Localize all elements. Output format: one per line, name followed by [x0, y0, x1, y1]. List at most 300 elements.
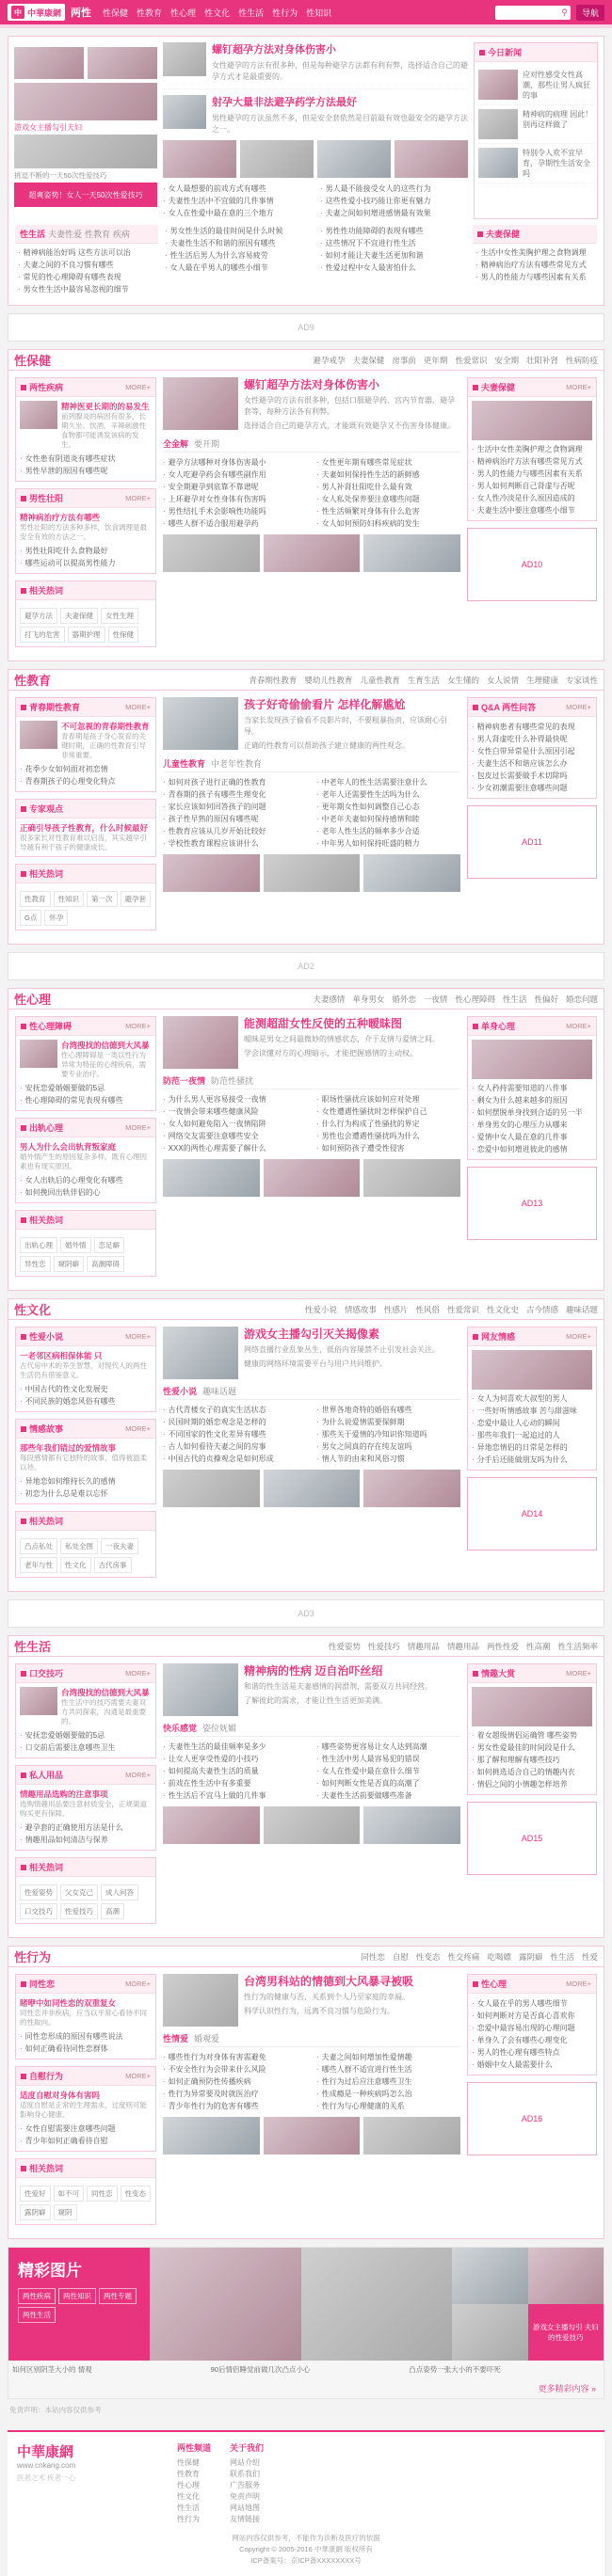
section-link[interactable]: 婚外恋 — [392, 994, 416, 1004]
tab-0[interactable]: 性情爱 — [163, 2034, 189, 2043]
list-item[interactable]: · 男人补肾壮阳吃什么最有效 — [316, 481, 460, 493]
list-item[interactable]: · 少女初潮需要注意哪些问题 — [472, 782, 592, 794]
section-link[interactable]: 性爱姿势 — [328, 1641, 361, 1651]
list-item[interactable]: · 学校性教育课程应该讲什么 — [163, 837, 307, 850]
more-link[interactable]: MORE+ — [125, 1123, 151, 1132]
list-item[interactable]: · 包皮过长需要做手术切除吗 — [472, 770, 592, 782]
list-item[interactable]: · 这些性爱小技巧能让你更有魅力 — [320, 195, 468, 207]
hero-left-banner-3[interactable]: 超爽姿势！女人一天50次性爱技巧 — [14, 183, 157, 207]
list-item[interactable]: · 女人吃避孕药会有哪些副作用 — [163, 469, 307, 481]
section-links[interactable] — [249, 675, 598, 686]
list-item[interactable]: · 男人的性心理有哪些特点 — [472, 2046, 592, 2059]
lead-item[interactable] — [20, 1040, 152, 1079]
lead-title[interactable]: 正确引导孩子性教育，什么时候最好 — [20, 823, 149, 833]
list-item[interactable]: · 哪些人群不适宜进行性生活 — [316, 2063, 460, 2075]
gallery-image-4[interactable] — [528, 2248, 604, 2304]
list-item[interactable]: · 家长应该如何回答孩子的问题 — [163, 801, 307, 813]
list-item[interactable]: · 口交前后需要注意哪些卫生 — [20, 1741, 152, 1754]
list-item[interactable]: · 女性白带异常是什么原因引起 — [472, 745, 592, 757]
section-link[interactable]: 趣味话题 — [565, 1304, 598, 1314]
nav-menu-button[interactable]: 导航 — [576, 5, 604, 21]
tag[interactable]: 窥阴癖 — [54, 1256, 85, 1272]
list-item[interactable]: · 性行为与心理健康的关系 — [316, 2100, 460, 2112]
list-item[interactable]: · 着女超级情侣运确管 哪些姿势 — [472, 1729, 592, 1741]
section-link[interactable]: 古今情感 — [525, 1304, 558, 1314]
list-item[interactable]: · 男性结扎手术会影响性功能吗 — [163, 505, 307, 517]
list-item[interactable]: · 情侣之间的小情趣怎样培养 — [472, 1778, 592, 1790]
list-item[interactable]: · 生活中女性美胸护理之食物调理 — [472, 443, 592, 455]
list-item[interactable]: · 民国时期的婚恋观念是怎样的 — [163, 1416, 307, 1428]
gallery-image-3[interactable] — [452, 2248, 527, 2304]
hero-strip-1[interactable] — [163, 140, 236, 178]
top-nav[interactable] — [103, 7, 331, 19]
section-link[interactable]: 性风俗 — [415, 1304, 440, 1314]
hero-strip-4[interactable] — [395, 140, 468, 178]
list-item[interactable]: · 女人最在乎男人的哪些小细节 — [165, 262, 311, 274]
footer-link[interactable]: 性保健 — [177, 2458, 200, 2467]
list-item[interactable]: · 避孕方法哪种对身体伤害最小 — [163, 456, 307, 469]
ad-banner-mid-2[interactable]: AD3 — [8, 1599, 604, 1628]
list-item[interactable]: · 安抚恋爱婚姻要做的5忌 — [20, 1729, 152, 1741]
section-link[interactable]: 更年期 — [423, 355, 448, 365]
section-links[interactable] — [313, 355, 598, 366]
tab-0[interactable]: 儿童性教育 — [163, 759, 206, 769]
strip-img-3[interactable] — [363, 1159, 460, 1197]
strip-img-1[interactable] — [163, 854, 260, 892]
list-item[interactable]: · 世界各地奇特的婚俗有哪些 — [316, 1404, 460, 1416]
tag[interactable]: 异性恋 — [20, 1256, 51, 1272]
list-item[interactable]: · 花季少女如何面对初恋情 — [20, 763, 152, 775]
more-link[interactable]: MORE+ — [566, 383, 591, 391]
list-item[interactable]: · 青春期的孩子有哪些生理变化 — [163, 788, 307, 801]
section-link[interactable]: 性病防疫 — [565, 355, 598, 365]
list-item[interactable]: · 性教育应该从几岁开始比较好 — [163, 825, 307, 837]
tag[interactable]: 女性生理 — [101, 608, 138, 624]
list-item[interactable]: · 不同国家的性文化差异有哪些 — [163, 1428, 307, 1440]
list-item[interactable]: · 中年男人如何保持旺盛的精力 — [316, 837, 460, 850]
list-item[interactable]: · 夫妻之间如何增进感情最有效果 — [320, 207, 468, 219]
list-item[interactable]: · 如何预防孩子遭受性侵害 — [316, 1142, 460, 1154]
gallery-tag[interactable]: 两性知识 — [58, 2288, 96, 2304]
list-item[interactable]: · 夫妻生活中要注意哪些小细节 — [472, 504, 592, 517]
list-item[interactable]: · 异地恋如何维持长久的感情 — [20, 1475, 152, 1487]
section-link[interactable]: 生理健康 — [525, 675, 558, 685]
list-item[interactable]: · 生活中女性美胸护理之食物调理 — [475, 246, 594, 259]
nav-item-6[interactable]: 性知识 — [306, 8, 332, 18]
footer-link[interactable]: 联系我们 — [230, 2470, 261, 2478]
ad-box-11[interactable]: AD11 — [467, 805, 597, 879]
list-item[interactable]: · 精神病能治好吗 这些方法可以治 — [18, 246, 155, 259]
ad-box-16[interactable]: AD16 — [467, 2082, 597, 2155]
list-item[interactable]: · 精神病治疗方法有哪些常见方式 — [475, 259, 594, 271]
tag[interactable]: 性爱好 — [20, 2186, 51, 2202]
list-item[interactable] — [478, 105, 593, 144]
nav-item-2[interactable]: 性心理 — [170, 8, 197, 18]
lead-item[interactable] — [20, 721, 152, 760]
main-tabs[interactable] — [163, 1074, 460, 1089]
main-tabs[interactable] — [163, 437, 460, 453]
tag[interactable]: 器期护理 — [68, 627, 105, 643]
tag[interactable]: 出轨心理 — [20, 1237, 57, 1253]
more-link[interactable]: MORE+ — [125, 494, 151, 502]
hero-main-title[interactable]: 螺钉超孕方法对身体伤害小 — [212, 44, 336, 56]
list-item[interactable]: · 男性早泄的原因有哪些呢 — [20, 465, 152, 477]
strip-img-3[interactable] — [363, 1806, 460, 1844]
section-link[interactable]: 一夜情 — [423, 994, 448, 1004]
lead-title[interactable]: 精神病治疗方法有哪些 — [20, 513, 101, 522]
list-item[interactable]: · 精神病患者有哪些常见的表现 — [472, 721, 592, 733]
list-item[interactable]: · 老年人性生活的频率多少合适 — [316, 825, 460, 837]
list-item[interactable]: · 如何摆脱单身找到合适的另一半 — [472, 1106, 592, 1119]
list-item[interactable]: · 男人的性能力与哪些因素有关系 — [475, 271, 594, 283]
section-link[interactable]: 性心理障碍 — [455, 994, 495, 1004]
tag[interactable]: G点 — [20, 910, 41, 926]
tag[interactable]: 避孕套 — [121, 891, 152, 907]
feature-title[interactable]: 精神病的性病 迈自治吓丝绍 — [244, 1664, 383, 1678]
nav-item-3[interactable]: 性文化 — [204, 8, 231, 18]
footer-link[interactable]: 性心理 — [177, 2481, 200, 2489]
nav-item-4[interactable]: 性生活 — [238, 8, 265, 18]
list-item[interactable]: · 女性自慰需要注意哪些问题 — [20, 2123, 152, 2135]
strip-img-1[interactable] — [163, 1159, 260, 1197]
ad-banner-9[interactable]: AD9 — [8, 313, 604, 342]
right-box-image[interactable] — [472, 1350, 592, 1390]
list-item[interactable]: · 恋爱中最容易出现的心理问题 — [472, 2022, 592, 2034]
gallery-tag[interactable]: 两性生活 — [18, 2307, 56, 2323]
right-box-image[interactable] — [472, 401, 592, 440]
gallery-tag[interactable]: 两性疾病 — [18, 2288, 56, 2304]
list-item[interactable]: · 那了解和理解有哪些技巧 — [472, 1754, 592, 1766]
list-item[interactable]: · 中老年夫妻如何保持感情和睦 — [316, 813, 460, 825]
section-link[interactable]: 夫妻保健 — [352, 355, 385, 365]
more-link[interactable]: MORE+ — [125, 2072, 151, 2080]
section-link[interactable]: 性爱 — [581, 1951, 598, 1962]
strip-img-2[interactable] — [264, 1159, 361, 1197]
list-item[interactable]: · 性行为过后应注意哪些卫生 — [316, 2075, 460, 2088]
list-item[interactable]: · 女性遭遇性骚扰时怎样保护自己 — [316, 1105, 460, 1118]
hero-thumb-b[interactable] — [88, 47, 157, 79]
list-item[interactable]: · 男人肾虚吃什么补得最快呢 — [472, 733, 592, 745]
list-item[interactable]: · 夫妻性生活中不宜做的几件事情 — [163, 195, 311, 207]
lead-title[interactable]: 那些年我们错过的爱情故事 — [20, 1443, 117, 1453]
lead-item[interactable] — [20, 401, 152, 450]
tag[interactable]: 性爱技巧 — [60, 1903, 98, 1919]
hero-feature-1-thumb[interactable] — [163, 42, 206, 76]
more-link[interactable]: MORE+ — [125, 703, 151, 711]
section-link[interactable]: 婚恋问题 — [565, 994, 598, 1004]
list-item[interactable]: · 如何判断对方是否真心喜欢你 — [472, 2010, 592, 2022]
main-tabs[interactable] — [163, 2032, 460, 2047]
list-item[interactable]: · 夫妻性生活不和谐的原因有哪些 — [165, 237, 311, 249]
section-link[interactable]: 情趣用品 — [446, 1641, 479, 1651]
main-tabs[interactable] — [163, 1722, 460, 1737]
main-feature-thumb[interactable] — [163, 1974, 238, 2027]
list-item[interactable]: · 夫妻生活不和谐应该怎么办 — [472, 757, 592, 770]
tag[interactable]: 高潮障碍 — [87, 1256, 124, 1272]
main-feature-thumb[interactable] — [163, 377, 238, 430]
tag[interactable]: 夫妻保健 — [60, 608, 98, 624]
section-link[interactable]: 露阴癖 — [518, 1951, 543, 1962]
tab-1[interactable]: 姿位妩媚 — [202, 1724, 237, 1733]
list-item[interactable]: · 女人最想要的前戏方式有哪些 — [163, 183, 311, 195]
feature-title[interactable]: 能测超甜女性反使的五种暧昧图 — [244, 1017, 403, 1030]
tag[interactable]: 如不可 — [54, 2186, 85, 2202]
list-item[interactable]: · 为什么男人更容易接受一夜情 — [163, 1093, 307, 1105]
list-item[interactable]: · 男人如何判断自己肾虚与否呢 — [472, 480, 592, 492]
tag[interactable]: 性保健 — [108, 627, 139, 643]
section-link[interactable]: 性生活频率 — [557, 1641, 598, 1651]
list-item[interactable]: · 女人私处保养要注意哪些问题 — [316, 493, 460, 505]
strip-img-2[interactable] — [264, 2117, 361, 2155]
list-item[interactable]: · 性行为异常要及时就医治疗 — [163, 2088, 307, 2100]
more-link[interactable]: MORE+ — [125, 383, 151, 391]
section-link[interactable]: 生育生活 — [407, 675, 440, 685]
list-item[interactable]: · 如何对孩子进行正确的性教育 — [163, 776, 307, 788]
section-link[interactable]: 性感片 — [383, 1304, 409, 1314]
main-feature-thumb[interactable] — [163, 1016, 238, 1069]
tab-1[interactable]: 夫妻性爱 — [48, 230, 83, 239]
list-item[interactable]: · 性生活后不宜马上做的几件事 — [163, 1789, 307, 1802]
list-item[interactable]: · 青少年性行为的危害有哪些 — [163, 2100, 307, 2112]
section-links[interactable] — [313, 994, 598, 1005]
list-item[interactable]: · 这些情况下不宜进行性生活 — [320, 237, 466, 249]
hero-left-banner-1[interactable] — [14, 83, 157, 120]
list-item[interactable]: · 女人性冷淡是什么原因造成的 — [472, 492, 592, 504]
footer-link[interactable]: 性教育 — [177, 2470, 200, 2478]
tag[interactable]: 怀孕 — [44, 910, 68, 926]
list-item[interactable]: · 如何正确看待同性恋群体 — [20, 2043, 152, 2055]
list-item[interactable]: · 夫妻之间如何增加性爱情趣 — [316, 2051, 460, 2063]
list-item[interactable]: · 常见的性心理障碍有哪些表现 — [18, 271, 155, 283]
main-feature-thumb[interactable] — [163, 1327, 238, 1379]
list-item[interactable]: · 分手后还能做朋友吗为什么 — [472, 1454, 592, 1466]
nav-item-0[interactable]: 性保健 — [103, 8, 129, 18]
gallery-caption-left[interactable]: 如何区别阴茎大小的 情观 — [12, 2365, 92, 2374]
tab-1[interactable]: 要开期 — [194, 439, 220, 449]
section-link[interactable]: 性交疼痛 — [447, 1951, 480, 1962]
ad-box-10[interactable]: AD10 — [467, 528, 597, 601]
tag[interactable]: 性变态 — [121, 2186, 152, 2202]
tag[interactable]: 窥阴 — [54, 2204, 77, 2220]
hero-thumb-a[interactable] — [14, 47, 84, 79]
list-item[interactable]: · 性生活后男人为什么容易疲劳 — [165, 249, 311, 262]
section-link[interactable]: 避孕戒孕 — [313, 355, 346, 365]
list-item[interactable]: · 性爱过程中女人最害怕什么 — [320, 262, 466, 274]
tab-0[interactable]: 防范一夜情 — [163, 1076, 206, 1086]
lead-title[interactable]: 男人为什么会出轨背叛家庭 — [20, 1142, 117, 1152]
lead-title[interactable]: 情趣用品选购的注意事项 — [20, 1789, 108, 1799]
list-item[interactable]: · 如何挽回出轨伴侣的心 — [20, 1186, 152, 1199]
section-link[interactable]: 性爱常识 — [455, 355, 488, 365]
list-item[interactable]: · 性生活中男人最容易犯的错误 — [316, 1753, 460, 1765]
footer-link[interactable]: 性生活 — [177, 2504, 200, 2512]
list-item[interactable]: · XXX的两性心理需要了解什么 — [163, 1142, 307, 1154]
list-item[interactable]: · 男女之间真的存在纯友谊吗 — [316, 1440, 460, 1453]
strip-img-2[interactable] — [264, 1806, 361, 1844]
feature-title[interactable]: 游戏女主播勾引灭关揭像素 — [244, 1328, 380, 1341]
list-item[interactable]: · 女人为何喜欢大叔型的男人 — [472, 1392, 592, 1405]
list-item[interactable]: · 哪些姿势更容易让女人达到高潮 — [316, 1741, 460, 1753]
list-item[interactable]: · 女性患有阴道炎有哪些症状 — [20, 453, 152, 465]
list-item[interactable]: · 如何才能让夫妻生活更加和谐 — [320, 249, 466, 262]
tab-1[interactable]: 趣味话题 — [202, 1387, 237, 1396]
list-item[interactable]: · 为什么说爱情需要保鲜期 — [316, 1416, 460, 1428]
section-link[interactable]: 安全期 — [494, 355, 519, 365]
section-link[interactable]: 性爱技巧 — [367, 1641, 400, 1651]
list-item[interactable]: · 情人节的由来和风俗习惯 — [316, 1453, 460, 1465]
lead-title[interactable]: 睹咿中如同性恋的双重复女 — [20, 1998, 117, 2008]
tag[interactable]: 高潮 — [101, 1903, 124, 1919]
hero-strip-3[interactable] — [317, 140, 391, 178]
strip-img-1[interactable] — [163, 2117, 260, 2155]
list-item[interactable]: · 职场性骚扰应该如何应对处理 — [316, 1093, 460, 1105]
section-link[interactable]: 两性性爱 — [486, 1641, 519, 1651]
list-item[interactable]: · 古代青楼女子的真实生活状态 — [163, 1404, 307, 1416]
list-item[interactable]: · 避孕套的正确使用方法是什么 — [20, 1821, 152, 1834]
list-item[interactable]: · 哪些运动可以提高男性能力 — [20, 557, 152, 569]
section-link[interactable]: 性高潮 — [525, 1641, 551, 1651]
list-item[interactable]: · 前戏在性生活中有多重要 — [163, 1777, 307, 1789]
strip-img-3[interactable] — [363, 854, 460, 892]
list-item[interactable]: · 恋爱中最让人心动的瞬间 — [472, 1417, 592, 1429]
tab-0[interactable]: 性生活 — [20, 230, 46, 239]
tab-1[interactable]: 婚观爱 — [194, 2034, 220, 2043]
site-logo[interactable] — [8, 4, 65, 21]
footer-link[interactable]: 友情链接 — [230, 2515, 261, 2523]
nav-item-5[interactable]: 性行为 — [272, 8, 298, 18]
list-item[interactable]: · 安抚恋爱婚姻要做的5忌 — [20, 1082, 152, 1094]
right-box-image[interactable] — [472, 1040, 592, 1079]
footer-link[interactable]: 网站介绍 — [230, 2458, 261, 2467]
right-box-image[interactable] — [472, 1687, 592, 1726]
list-item[interactable]: · 哪些人群不适合服用避孕药 — [163, 517, 307, 530]
section-link[interactable]: 壮阳补肾 — [525, 355, 558, 365]
footer-link[interactable]: 网站地图 — [230, 2504, 261, 2512]
tab-0[interactable]: 全金解 — [163, 439, 189, 449]
list-item[interactable]: · 单身男女的心理压力从哪来 — [472, 1119, 592, 1131]
tab-1[interactable]: 防范性骚扰 — [211, 1076, 254, 1086]
footer-link[interactable]: 性文化 — [177, 2492, 200, 2501]
section-link[interactable]: 性变态 — [415, 1951, 441, 1962]
list-item[interactable]: · 性心理障碍的常见表现有哪些 — [20, 1094, 152, 1106]
search-input[interactable] — [495, 6, 571, 20]
list-item[interactable]: · 男女性爱最佳的时间段是什么 — [472, 1741, 592, 1754]
list-item[interactable]: · 一些好听情感故事 苦与甜滋味 — [472, 1405, 592, 1417]
main-feature-thumb[interactable] — [163, 697, 238, 750]
tag[interactable]: 第一次 — [87, 891, 118, 907]
section-link[interactable]: 青春期性教育 — [249, 675, 298, 685]
hero-second-title[interactable]: 射孕大量非法避孕药学方法最好 — [212, 97, 357, 108]
list-item[interactable]: · 男性也会遭遇性骚扰吗为什么 — [316, 1130, 460, 1142]
list-item[interactable]: · 男女性生活中最容易忽视的细节 — [18, 283, 155, 295]
section-links[interactable] — [305, 1304, 598, 1315]
list-item[interactable]: · 青少年如何正确看待自慰 — [20, 2135, 152, 2147]
tag[interactable]: 避孕方法 — [20, 608, 57, 624]
section-link[interactable]: 性文化史 — [486, 1304, 519, 1314]
strip-img-3[interactable] — [363, 2117, 460, 2155]
list-item[interactable]: · 男人的性能力与哪些因素有关系 — [472, 468, 592, 480]
gallery-caption-right[interactable]: 凸点姿势一张大小的不要吓死 — [409, 2365, 501, 2374]
list-item[interactable]: · 女人如何避免陷入一夜情陷阱 — [163, 1118, 307, 1130]
list-item[interactable]: · 恋爱中如何增进彼此的感情 — [472, 1143, 592, 1155]
section-links[interactable] — [361, 1951, 598, 1963]
section-link[interactable]: 女生懂的 — [446, 675, 479, 685]
list-item[interactable]: · 单身久了会有哪些心理变化 — [472, 2034, 592, 2046]
list-item[interactable]: · 婚姻中女人最需要什么 — [472, 2059, 592, 2071]
gallery-more-link[interactable]: 更多精彩内容 » — [538, 2384, 596, 2393]
section-link[interactable]: 性爱小说 — [304, 1304, 337, 1314]
strip-img-2[interactable] — [264, 534, 361, 572]
strip-img-2[interactable] — [264, 854, 361, 892]
list-item[interactable]: · 初恋为什么总是难以忘怀 — [20, 1487, 152, 1500]
section-link[interactable]: 单身男女 — [352, 994, 385, 1004]
footer-link[interactable]: 广告服务 — [230, 2481, 261, 2489]
more-link[interactable]: MORE+ — [125, 1669, 151, 1678]
list-item[interactable]: · 男女性生活的最佳时间是什么时候 — [165, 225, 311, 237]
list-item[interactable]: · 更年期女性如何调整自己心态 — [316, 801, 460, 813]
section-link[interactable]: 性偏好 — [534, 994, 558, 1004]
more-link[interactable]: MORE+ — [566, 1669, 591, 1678]
hero-feature-2-thumb[interactable] — [163, 95, 206, 129]
main-tabs[interactable] — [163, 1385, 460, 1400]
list-item[interactable]: · 同性恋形成的原因有哪些说法 — [20, 2030, 152, 2043]
tag[interactable]: 露阴癖 — [20, 2204, 51, 2220]
more-link[interactable]: MORE+ — [566, 1980, 591, 1988]
list-item[interactable]: · 男性性功能障碍的表现有哪些 — [320, 225, 466, 237]
ad-box-13[interactable]: AD13 — [467, 1167, 597, 1240]
list-item[interactable]: · 如何正确预防性传播疾病 — [163, 2075, 307, 2088]
more-link[interactable]: MORE+ — [566, 703, 591, 711]
tag[interactable]: 口交技巧 — [20, 1903, 57, 1919]
tag[interactable]: 性教育 — [20, 891, 51, 907]
tab-2[interactable]: 性教育 — [85, 230, 111, 239]
tag[interactable]: 恋足癖 — [94, 1237, 125, 1253]
list-item[interactable]: · 古人如何看待夫妻之间的房事 — [163, 1440, 307, 1453]
list-item[interactable]: · 性成瘾是一种疾病吗怎么治 — [316, 2088, 460, 2100]
section-link[interactable]: 同性恋 — [361, 1951, 385, 1962]
list-item[interactable]: · 情趣用品如何清洁与保养 — [20, 1834, 152, 1846]
search-icon[interactable]: ⚲ — [561, 7, 568, 17]
list-item[interactable]: · 那些关于爱情的冷知识你知道吗 — [316, 1428, 460, 1440]
main-feature-thumb[interactable] — [163, 1663, 238, 1716]
list-item[interactable]: · 女人最在乎的男人哪些细节 — [472, 1997, 592, 2010]
lead-title[interactable]: 一老邻区病相保体能 只 — [20, 1351, 103, 1360]
strip-img-1[interactable] — [163, 534, 260, 572]
list-item[interactable]: · 夫妻之间的不良习惯有哪些 — [18, 259, 155, 271]
strip-img-1[interactable] — [163, 1806, 260, 1844]
list-item[interactable]: · 夫妻性生活的最佳频率是多少 — [163, 1741, 307, 1753]
list-item[interactable]: · 孩子性早熟的原因有哪些呢 — [163, 813, 307, 825]
tab-3[interactable]: 疾病 — [113, 230, 131, 239]
tag[interactable]: 凸点私处 — [20, 1538, 57, 1554]
list-item[interactable]: · 女人在性爱中最在意的三个地方 — [163, 207, 311, 219]
list-item[interactable]: · 上环避孕对女性身体有伤害吗 — [163, 493, 307, 505]
section-link[interactable]: 婴幼儿性教育 — [304, 675, 353, 685]
nav-item-1[interactable]: 性教育 — [137, 8, 163, 18]
tag[interactable]: 私处全图 — [60, 1538, 98, 1554]
list-item[interactable]: · 不安全性行为会带来什么风险 — [163, 2063, 307, 2075]
tag[interactable]: 性知识 — [54, 891, 85, 907]
hero-strip-2[interactable] — [240, 140, 314, 178]
section-link[interactable]: 性爱常识 — [446, 1304, 479, 1314]
feature-title[interactable]: 孩子好奇偷偷看片 怎样化解尴尬 — [244, 698, 406, 711]
list-item[interactable]: · 哪些性行为对身体有害需避免 — [163, 2051, 307, 2063]
section-link[interactable]: 房事前 — [392, 355, 416, 365]
strip-img-2[interactable] — [264, 1470, 361, 1507]
list-item[interactable]: · 安全期避孕到底靠不靠谱呢 — [163, 481, 307, 493]
section-link[interactable]: 吃喝嫖 — [487, 1951, 511, 1962]
footer-link[interactable]: 免责声明 — [230, 2492, 261, 2501]
